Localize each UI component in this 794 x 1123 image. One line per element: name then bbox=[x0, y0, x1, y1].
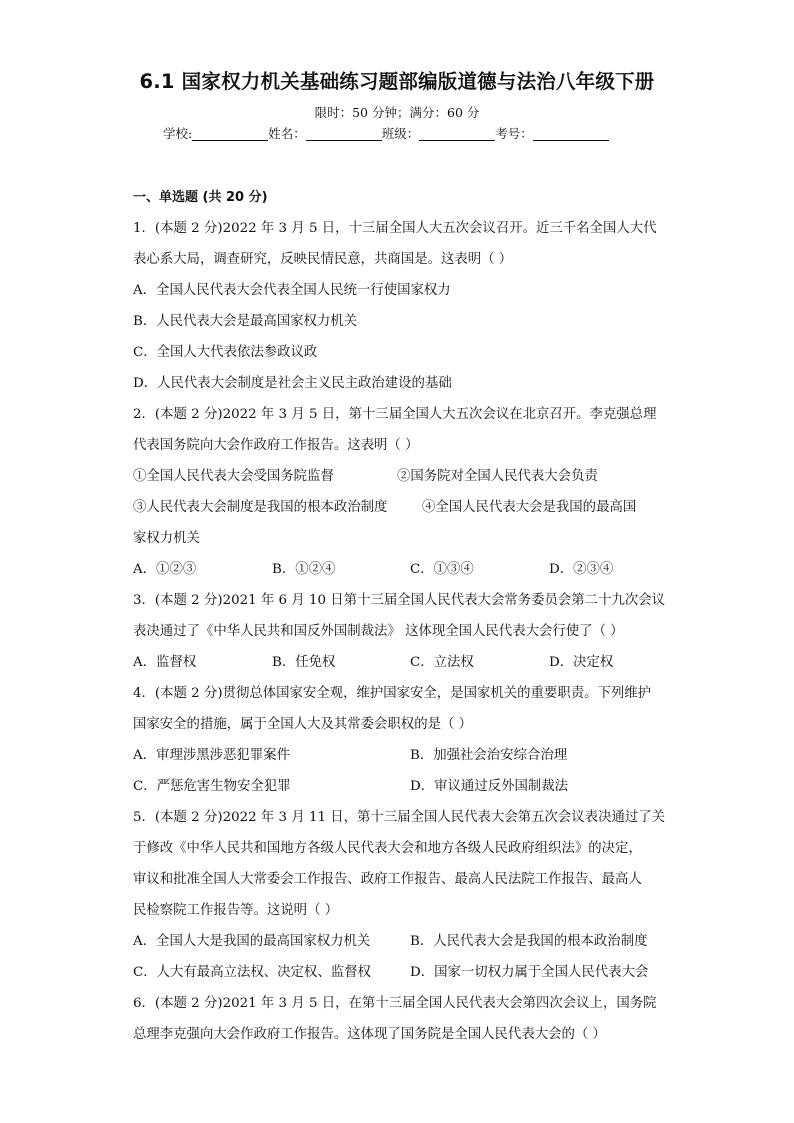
exam-no-blank bbox=[533, 126, 609, 141]
question-2-statements-row2 bbox=[133, 492, 673, 523]
question-5-option-d: D．国家一切权力属于全国人民代表大会 bbox=[410, 965, 649, 980]
question-2-stem-line2: 代表国务院向大会作政府工作报告。这表明（ ） bbox=[133, 438, 419, 453]
exam-no-label: 考号： bbox=[495, 126, 533, 141]
question-5-options-row1 bbox=[133, 926, 673, 957]
question-4-options-row2 bbox=[133, 771, 673, 802]
question-2-option-b: B．①②④ bbox=[272, 562, 336, 577]
question-5-option-c: C．人大有最高立法权、决定权、监督权 bbox=[133, 965, 371, 980]
question-5-stem-line3: 审议和批准全国人大常委会工作报告、政府工作报告、最高人民法院工作报告、最高人 bbox=[133, 872, 642, 887]
question-2-stem-line1: 2．(本题 2 分)2022 年 3 月 5 日，第十三届全国人大五次会议在北京召开。李克强总理 bbox=[133, 407, 657, 422]
question-3-stem-line1: 3．(本题 2 分)2021 年 6 月 10 日第十三届全国人民代表大会常务委员会第二十九次会议 bbox=[133, 593, 666, 608]
question-3-stem-line2: 表决通过了《中华人民共和国反外国制裁法》 这体现全国人民代表大会行使了（ ） bbox=[133, 624, 624, 639]
question-4-stem-line2: 国家安全的措施，属于全国人大及其常委会职权的是（ ） bbox=[133, 717, 473, 732]
question-4-option-d: D．审议通过反外国制裁法 bbox=[410, 779, 569, 794]
question-6-stem-line1: 6．(本题 2 分)2021 年 3 月 5 日，在第十三届全国人民代表大会第四次会议上，国务院 bbox=[133, 996, 657, 1011]
question-2-option-a: A．①②③ bbox=[133, 562, 197, 577]
question-2-options bbox=[133, 554, 673, 585]
question-5-options-row2 bbox=[133, 957, 673, 988]
question-2-statement-4: ④全国人民代表大会是我国的最高国 bbox=[422, 500, 637, 515]
question-2-option-d: D．②③④ bbox=[549, 562, 614, 577]
question-4-stem-line1: 4．(本题 2 分)贯彻总体国家安全观，维护国家安全，是国家机关的重要职责。下列维护 bbox=[133, 686, 652, 701]
question-4-option-b: B．加强社会治安综合治理 bbox=[410, 748, 568, 763]
question-1-option-b: B．人民代表大会是最高国家权力机关 bbox=[133, 314, 358, 329]
question-2-statement-3: ③人民代表大会制度是我国的根本政治制度 bbox=[133, 500, 388, 515]
question-5-option-b: B．人民代表大会是我国的根本政治制度 bbox=[410, 934, 648, 949]
section-heading: 一、单选题 (共 20 分) bbox=[133, 190, 268, 205]
question-2-option-c: C．①③④ bbox=[410, 562, 474, 577]
class-blank bbox=[419, 126, 495, 141]
student-info-row bbox=[163, 124, 609, 142]
question-1-stem-line1: 1．(本题 2 分)2022 年 3 月 5 日，十三届全国人大五次会议召开。近三千名全国人大代 bbox=[133, 221, 657, 236]
question-1-option-c: C．全国人大代表依法参政议政 bbox=[133, 345, 318, 360]
question-3-option-b: B．任免权 bbox=[272, 655, 336, 670]
question-3-option-d: D．决定权 bbox=[549, 655, 614, 670]
question-5-stem-line4: 民检察院工作报告等。这说明（ ） bbox=[133, 903, 339, 918]
school-label: 学校: bbox=[163, 126, 193, 141]
question-3-option-c: C．立法权 bbox=[410, 655, 474, 670]
question-4-option-a: A．审理涉黑涉恶犯罪案件 bbox=[133, 748, 290, 763]
question-3-option-a: A．监督权 bbox=[133, 655, 197, 670]
class-label: 班级： bbox=[381, 126, 420, 141]
school-blank bbox=[192, 126, 268, 141]
question-2-statement-2: ②国务院对全国人民代表大会负责 bbox=[397, 469, 598, 484]
page-title: 6.1 国家权力机关基础练习题部编版道德与法治八年级下册 bbox=[139, 70, 655, 93]
time-score-limit: 限时：50 分钟；满分：60 分 bbox=[314, 105, 480, 120]
question-5-option-a: A．全国人大是我国的最高国家权力机关 bbox=[133, 934, 371, 949]
question-1-option-d: D．人民代表大会制度是社会主义民主政治建设的基础 bbox=[133, 376, 452, 391]
name-blank bbox=[306, 126, 382, 141]
question-2-statement-4-cont: 家权力机关 bbox=[133, 531, 200, 546]
question-5-stem-line2: 于修改《中华人民共和国地方各级人民代表大会和地方各级人民政府组织法》的决定， bbox=[133, 841, 642, 856]
question-3-options bbox=[133, 647, 673, 678]
question-list bbox=[133, 182, 673, 1050]
question-6-stem-line2: 总理李克强向大会作政府工作报告。这体现了国务院是全国人民代表大会的（ ） bbox=[133, 1027, 606, 1042]
name-label: 姓名： bbox=[268, 126, 306, 141]
question-2-statements-row1 bbox=[133, 461, 673, 492]
question-5-stem-line1: 5．(本题 2 分)2022 年 3 月 11 日，第十三届全国人民代表大会第五次会议表决通过了关 bbox=[133, 810, 666, 825]
question-2-statement-1: ①全国人民代表大会受国务院监督 bbox=[133, 469, 334, 484]
question-4-option-c: C．严惩危害生物安全犯罪 bbox=[133, 779, 291, 794]
question-1-stem-line2: 表心系大局，调查研究，反映民情民意，共商国是。这表明（ ） bbox=[133, 252, 513, 267]
question-1-option-a: A．全国人民代表大会代表全国人民统一行使国家权力 bbox=[133, 283, 451, 298]
question-4-options-row1 bbox=[133, 740, 673, 771]
